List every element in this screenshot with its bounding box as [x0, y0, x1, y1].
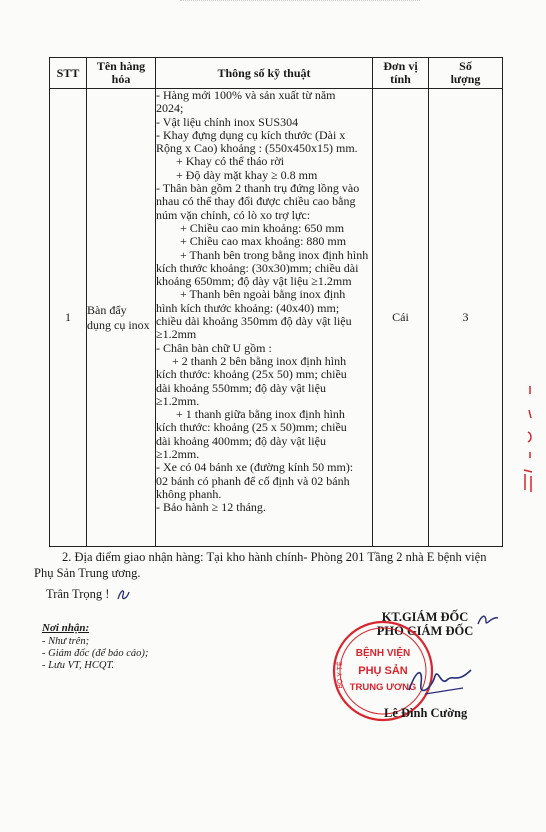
- row-spec: [156, 89, 373, 547]
- recipient-item: - Lưu VT, HCQT.: [42, 660, 115, 671]
- spec-line: + Chiều cao min khoảng: 650 mm: [180, 220, 345, 235]
- top-scan-mark: [180, 0, 420, 9]
- delivery-line-1: 2. Địa điểm giao nhận hàng: Tại kho hành chính- Phòng 201 Tầng 2 nhà E bệnh viện: [62, 550, 487, 564]
- stamp-text-3: TRUNG ƯƠNG: [349, 682, 417, 693]
- spec-line: Rộng x Cao) khoảng : (550x450x15) mm.: [156, 141, 358, 156]
- header-qty-line: lượng: [450, 72, 481, 86]
- spec-line: dài khoảng 400mm; độ dày vật liệu: [156, 433, 326, 448]
- closing-line: [46, 586, 131, 603]
- header-unit: [373, 58, 429, 89]
- header-unit-line: tính: [390, 72, 411, 86]
- recipients-block: [42, 622, 148, 672]
- spec-line: núm vặn chỉnh, có lò xo trợ lực:: [156, 207, 311, 222]
- header-qty: [429, 58, 503, 89]
- initial-signature-icon: [115, 587, 131, 603]
- handwritten-signature-icon: [405, 660, 475, 700]
- spec-line: dài khoảng 550mm; độ dày vật liệu: [156, 380, 326, 395]
- row-stt: 1: [50, 89, 87, 547]
- header-name: [87, 58, 156, 89]
- spec-line: khoảng 650mm; độ dày vật liệu ≥1.2mm: [156, 274, 352, 289]
- row-item-name: [87, 89, 156, 547]
- table-row: [50, 89, 503, 547]
- spec-line: - Chân bàn chữ U gồm :: [156, 340, 272, 355]
- spec-line: + 1 thanh giữa bằng inox định hình: [176, 407, 345, 422]
- spec-line: nhau có thể thay đổi được chiều cao bằng: [156, 194, 356, 209]
- spec-line: - Hàng mới 100% và sản xuất từ năm: [156, 88, 336, 102]
- spec-line: ≥1.2mm.: [156, 393, 200, 408]
- spec-line: + Độ dày mặt khay ≥ 0.8 mm: [176, 167, 318, 182]
- signature-title-2: PHÓ GIÁM ĐỐC: [376, 624, 474, 638]
- spec-line: + Thanh bên ngoài bằng inox định: [180, 287, 346, 302]
- spec-line: - Khay đựng dụng cụ kích thước (Dài x: [156, 127, 346, 142]
- spec-line: chiều dài khoảng 350mm độ dày vật liệu: [156, 314, 352, 329]
- header-qty-line: Số: [459, 59, 472, 73]
- header-name-line: hóa: [111, 72, 131, 86]
- spec-line: 2024;: [156, 101, 184, 116]
- header-unit-line: Đơn vị: [383, 59, 418, 73]
- spec-line: + Thanh bên trong bằng inox định hình: [180, 247, 369, 262]
- row-quantity: 3: [429, 89, 503, 547]
- header-name-line: Tên hàng: [96, 59, 146, 73]
- spec-line: ≥1.2mm.: [156, 447, 200, 462]
- signature-title-1: KT.GIÁM ĐỐC: [381, 610, 469, 624]
- recipient-item: - Như trên;: [42, 636, 90, 647]
- stamp-side-text: BỘ Y TẾ: [337, 661, 344, 689]
- page-edge-mark-icon: [512, 380, 536, 500]
- delivery-line-2: Phụ Sản Trung ương.: [34, 566, 141, 580]
- recipient-item: - Giám đốc (để báo cáo);: [42, 648, 149, 659]
- header-stt: STT: [50, 58, 87, 89]
- header-spec: Thông số kỹ thuật: [156, 58, 373, 89]
- stamp-text-1: BỆNH VIỆN: [355, 648, 411, 659]
- spec-line: kích thước khoảng: (30x30)mm; chiều dài: [156, 260, 359, 275]
- spec-line: + Khay có thể tháo rời: [176, 154, 285, 169]
- closing-text: Trân Trọng !: [46, 587, 110, 601]
- spec-line: - Thân bàn gồm 2 thanh trụ đứng lồng vào: [156, 181, 360, 196]
- table-header-row: [50, 58, 503, 89]
- spec-line: - Vật liệu chính inox SUS304: [156, 114, 299, 129]
- spec-line: ≥1.2mm: [156, 327, 197, 342]
- spec-line: kích thước: khoảng (25 x 50)mm; chiều: [156, 420, 347, 435]
- recipients-heading: Nơi nhận:: [42, 622, 90, 634]
- spec-line: 02 bánh có phanh để cố định và 02 bánh: [156, 473, 350, 488]
- item-name-line: dụng cụ inox: [87, 317, 150, 332]
- spec-line: - Bảo hành ≥ 12 tháng.: [156, 500, 266, 515]
- spec-line: - Xe có 04 bánh xe (đường kính 50 mm):: [156, 460, 354, 475]
- items-table: [49, 57, 503, 547]
- spec-line: + 2 thanh 2 bên bằng inox định hình: [172, 353, 347, 368]
- signature-mark-icon: [476, 612, 500, 628]
- row-unit: Cái: [373, 89, 429, 547]
- spec-line: + Chiều cao max khoảng: 880 mm: [180, 234, 347, 249]
- stamp-text-2: PHỤ SẢN: [358, 665, 408, 677]
- item-name-line: Bàn đẩy: [87, 302, 127, 317]
- spec-line: hình kích thước khoảng: (40x40) mm;: [156, 300, 340, 315]
- signatory-name: Lê Đình Cường: [384, 706, 468, 720]
- spec-line: kích thước: khoảng (25x 50) mm; chiều: [156, 367, 347, 382]
- spec-line: không phanh.: [156, 486, 222, 501]
